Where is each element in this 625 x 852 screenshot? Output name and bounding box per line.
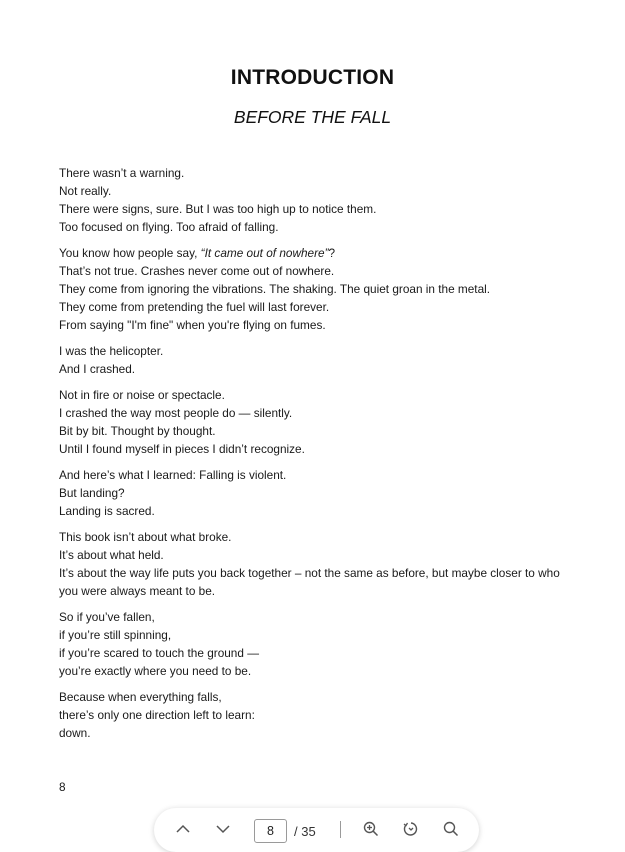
text-fragment: You know how people say, <box>59 246 201 260</box>
text-line: Not really. <box>59 184 112 198</box>
text-line: Bit by bit. Thought by thought. <box>59 424 216 438</box>
text-line: if you’re scared to touch the ground — <box>59 646 260 660</box>
text-line: you’re exactly where you need to be. <box>59 664 252 678</box>
text-line: This book isn’t about what broke. <box>59 530 232 544</box>
total-pages-label: / 35 <box>294 824 316 839</box>
chapter-title: INTRODUCTION <box>230 66 395 89</box>
search-icon <box>442 820 460 838</box>
text-line: There were signs, sure. But I was too high up to notice them. <box>59 202 377 216</box>
rotate-button[interactable] <box>400 818 422 840</box>
chapter-body <box>59 164 569 750</box>
zoom-in-button[interactable] <box>360 818 382 840</box>
text-line: if you’re still spinning, <box>59 628 172 642</box>
text-line: So if you’ve fallen, <box>59 610 155 624</box>
page-number-input[interactable] <box>254 819 287 843</box>
chapter-subtitle: BEFORE THE FALL <box>233 107 392 127</box>
text-line: From saying "I'm fine" when you're flying on fumes. <box>59 318 326 332</box>
text-line: They come from pretending the fuel will last forever. <box>59 300 330 314</box>
paragraph <box>59 342 569 378</box>
next-page-button[interactable] <box>212 818 234 840</box>
paragraph <box>59 528 569 600</box>
text-line: And I crashed. <box>59 362 136 376</box>
text-line: There wasn’t a warning. <box>59 166 185 180</box>
page-number: 8 <box>59 780 66 794</box>
search-button[interactable] <box>440 818 462 840</box>
rotate-icon <box>402 820 420 838</box>
paragraph <box>59 244 569 334</box>
text-line: Landing is sacred. <box>59 504 155 518</box>
text-line: Until I found myself in pieces I didn’t recognize. <box>59 442 305 456</box>
text-line: Because when everything falls, <box>59 690 222 704</box>
text-line-with-quote <box>59 244 569 262</box>
text-line: They come from ignoring the vibrations. The shaking. The quiet groan in the metal. <box>59 282 491 296</box>
chevron-down-icon <box>214 820 232 838</box>
paragraph <box>59 466 569 520</box>
text-line: It’s about what held. <box>59 548 164 562</box>
italic-quote: “It came out of nowhere” <box>200 246 329 260</box>
text-line: It’s about the way life puts you back together – not the same as before, but maybe closer to who you were always meant to be. <box>59 566 560 598</box>
chevron-up-icon <box>174 820 192 838</box>
text-fragment: ? <box>328 246 336 260</box>
paragraph <box>59 608 569 680</box>
zoom-in-icon <box>362 820 380 838</box>
text-line: Not in fire or noise or spectacle. <box>59 388 225 402</box>
text-line: I was the helicopter. <box>59 344 164 358</box>
paragraph <box>59 164 569 236</box>
previous-page-button[interactable] <box>172 818 194 840</box>
pdf-viewer-toolbar <box>154 808 479 852</box>
paragraph <box>59 688 569 742</box>
text-line: Too focused on flying. Too afraid of falling. <box>59 220 279 234</box>
paragraph <box>59 386 569 458</box>
text-line: But landing? <box>59 486 125 500</box>
text-line: I crashed the way most people do — silently. <box>59 406 293 420</box>
toolbar-divider <box>340 821 341 838</box>
text-line: That’s not true. Crashes never come out of nowhere. <box>59 264 335 278</box>
text-line: there’s only one direction left to learn: <box>59 708 255 722</box>
text-line: And here’s what I learned: Falling is violent. <box>59 468 287 482</box>
text-line: down. <box>59 726 91 740</box>
